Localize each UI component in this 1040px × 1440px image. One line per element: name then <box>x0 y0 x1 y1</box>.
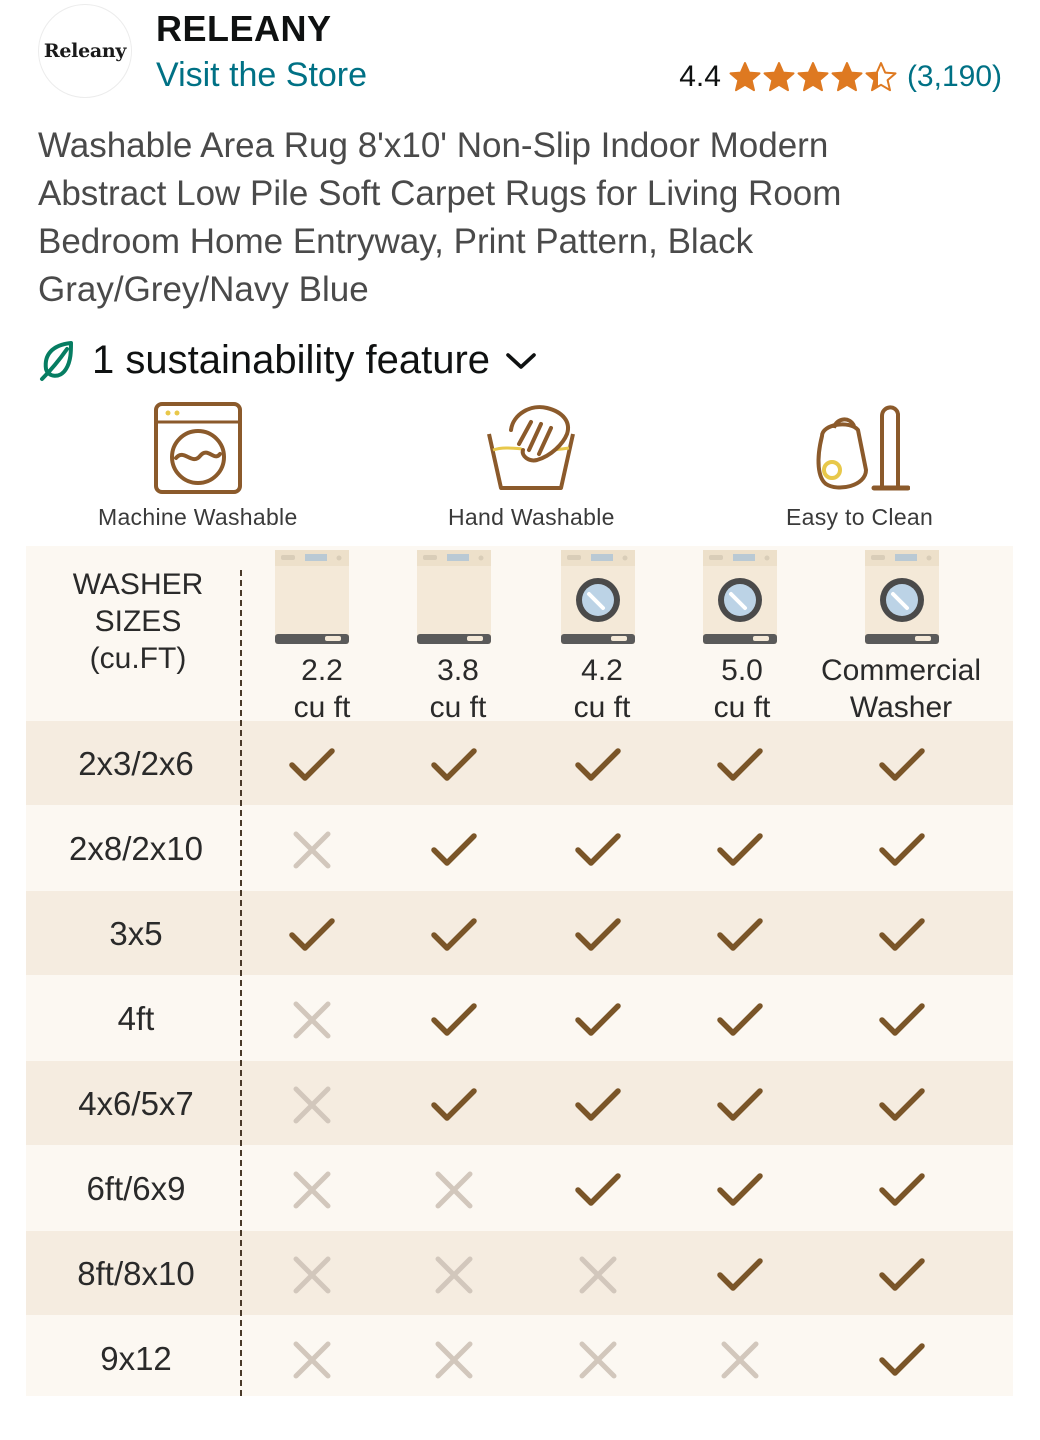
cross-icon <box>288 830 336 870</box>
capacity-unit: cu ft <box>573 691 631 724</box>
check-icon <box>716 745 764 785</box>
washer-sizes-header <box>26 566 250 677</box>
star-rating <box>729 61 897 93</box>
capacity-unit: cu ft <box>713 691 771 724</box>
check-icon <box>716 1000 764 1040</box>
check-icon <box>430 915 478 955</box>
top-load-washer-icon <box>273 548 351 652</box>
rug-size-label: 3x5 <box>109 914 163 952</box>
capacity-value: Commercial <box>820 654 982 687</box>
washer-size-infographic <box>0 400 1040 1410</box>
washer-capacity-label <box>690 652 794 726</box>
check-icon <box>878 915 926 955</box>
check-icon <box>878 1340 926 1380</box>
check-icon <box>878 830 926 870</box>
cross-icon <box>716 1340 764 1380</box>
cross-icon <box>430 1255 478 1295</box>
washing-machine-icon <box>98 400 298 496</box>
rug-size-label: 8ft/8x10 <box>77 1254 195 1292</box>
star-icon <box>831 61 863 93</box>
check-icon <box>878 745 926 785</box>
brand-logo[interactable]: Releany <box>38 4 132 98</box>
chevron-down-icon <box>504 349 538 373</box>
cross-icon <box>288 1340 336 1380</box>
rating-count-link[interactable]: (3,190) <box>906 60 1002 93</box>
check-icon <box>574 915 622 955</box>
washer-capacity-label <box>806 652 996 726</box>
compatibility-table <box>26 546 1013 1396</box>
check-icon <box>716 1255 764 1295</box>
check-icon <box>288 745 336 785</box>
check-icon <box>878 1170 926 1210</box>
star-icon <box>797 61 829 93</box>
rug-size-label: 6ft/6x9 <box>86 1169 186 1207</box>
capacity-value: 5.0 <box>721 654 763 687</box>
rating-value: 4.4 <box>679 60 721 93</box>
top-load-washer-icon <box>415 548 493 652</box>
feature-easy-to-clean <box>786 400 933 531</box>
capacity-value: 2.2 <box>301 654 343 687</box>
washer-capacity-label <box>550 652 654 726</box>
cross-icon <box>574 1255 622 1295</box>
vacuum-cleaner-icon <box>786 400 933 496</box>
rug-size-label: 9x12 <box>100 1339 172 1377</box>
capacity-value: 3.8 <box>437 654 479 687</box>
capacity-unit: cu ft <box>429 691 487 724</box>
check-icon <box>288 915 336 955</box>
brand-name: RELEANY <box>156 8 332 49</box>
check-icon <box>878 1255 926 1295</box>
sustainability-toggle[interactable] <box>38 338 538 383</box>
front-load-washer-icon <box>863 548 941 652</box>
capacity-unit: Washer <box>849 691 953 724</box>
star-icon <box>763 61 795 93</box>
cross-icon <box>288 1000 336 1040</box>
check-icon <box>878 1085 926 1125</box>
check-icon <box>574 1085 622 1125</box>
feature-label: Easy to Clean <box>786 504 934 530</box>
check-icon <box>574 830 622 870</box>
check-icon <box>430 1000 478 1040</box>
cross-icon <box>288 1170 336 1210</box>
check-icon <box>430 745 478 785</box>
star-icon <box>865 61 897 93</box>
star-icon <box>729 61 761 93</box>
check-icon <box>430 1085 478 1125</box>
header-line: (cu.FT) <box>89 642 187 675</box>
feature-hand-washable <box>448 400 615 531</box>
rug-size-label: 2x3/2x6 <box>78 744 194 782</box>
check-icon <box>716 1170 764 1210</box>
washer-capacity-label <box>270 652 374 726</box>
check-icon <box>878 1000 926 1040</box>
cross-icon <box>574 1340 622 1380</box>
rating-summary[interactable] <box>679 60 1002 94</box>
cross-icon <box>288 1085 336 1125</box>
check-icon <box>716 915 764 955</box>
check-icon <box>574 745 622 785</box>
feature-label: Hand Washable <box>448 504 615 530</box>
rug-size-label: 4ft <box>117 999 155 1037</box>
front-load-washer-icon <box>559 548 637 652</box>
sustainability-label: 1 sustainability feature <box>92 338 491 382</box>
cross-icon <box>430 1340 478 1380</box>
cross-icon <box>288 1255 336 1295</box>
feature-label: Machine Washable <box>98 504 298 530</box>
rug-size-label: 4x6/5x7 <box>78 1084 194 1122</box>
capacity-value: 4.2 <box>581 654 623 687</box>
cross-icon <box>430 1170 478 1210</box>
leaf-icon <box>38 339 78 383</box>
front-load-washer-icon <box>701 548 779 652</box>
check-icon <box>716 830 764 870</box>
check-icon <box>574 1000 622 1040</box>
check-icon <box>430 830 478 870</box>
check-icon <box>574 1170 622 1210</box>
capacity-unit: cu ft <box>293 691 351 724</box>
header-line: SIZES <box>94 605 182 638</box>
washer-capacity-label <box>406 652 510 726</box>
check-icon <box>716 1085 764 1125</box>
header-line: WASHER <box>72 568 204 601</box>
feature-machine-washable <box>98 400 298 531</box>
product-title: Washable Area Rug 8'x10' Non-Slip Indoor Modern Abstract Low Pile Soft Carpet Rugs for Living Room Bedroom Home Entryway, Print Pattern, Black Gray/Grey/Navy Blue <box>38 126 842 309</box>
visit-store-link[interactable]: Visit the Store <box>156 56 368 94</box>
hand-wash-icon <box>448 400 615 496</box>
rug-size-label: 2x8/2x10 <box>69 829 203 867</box>
